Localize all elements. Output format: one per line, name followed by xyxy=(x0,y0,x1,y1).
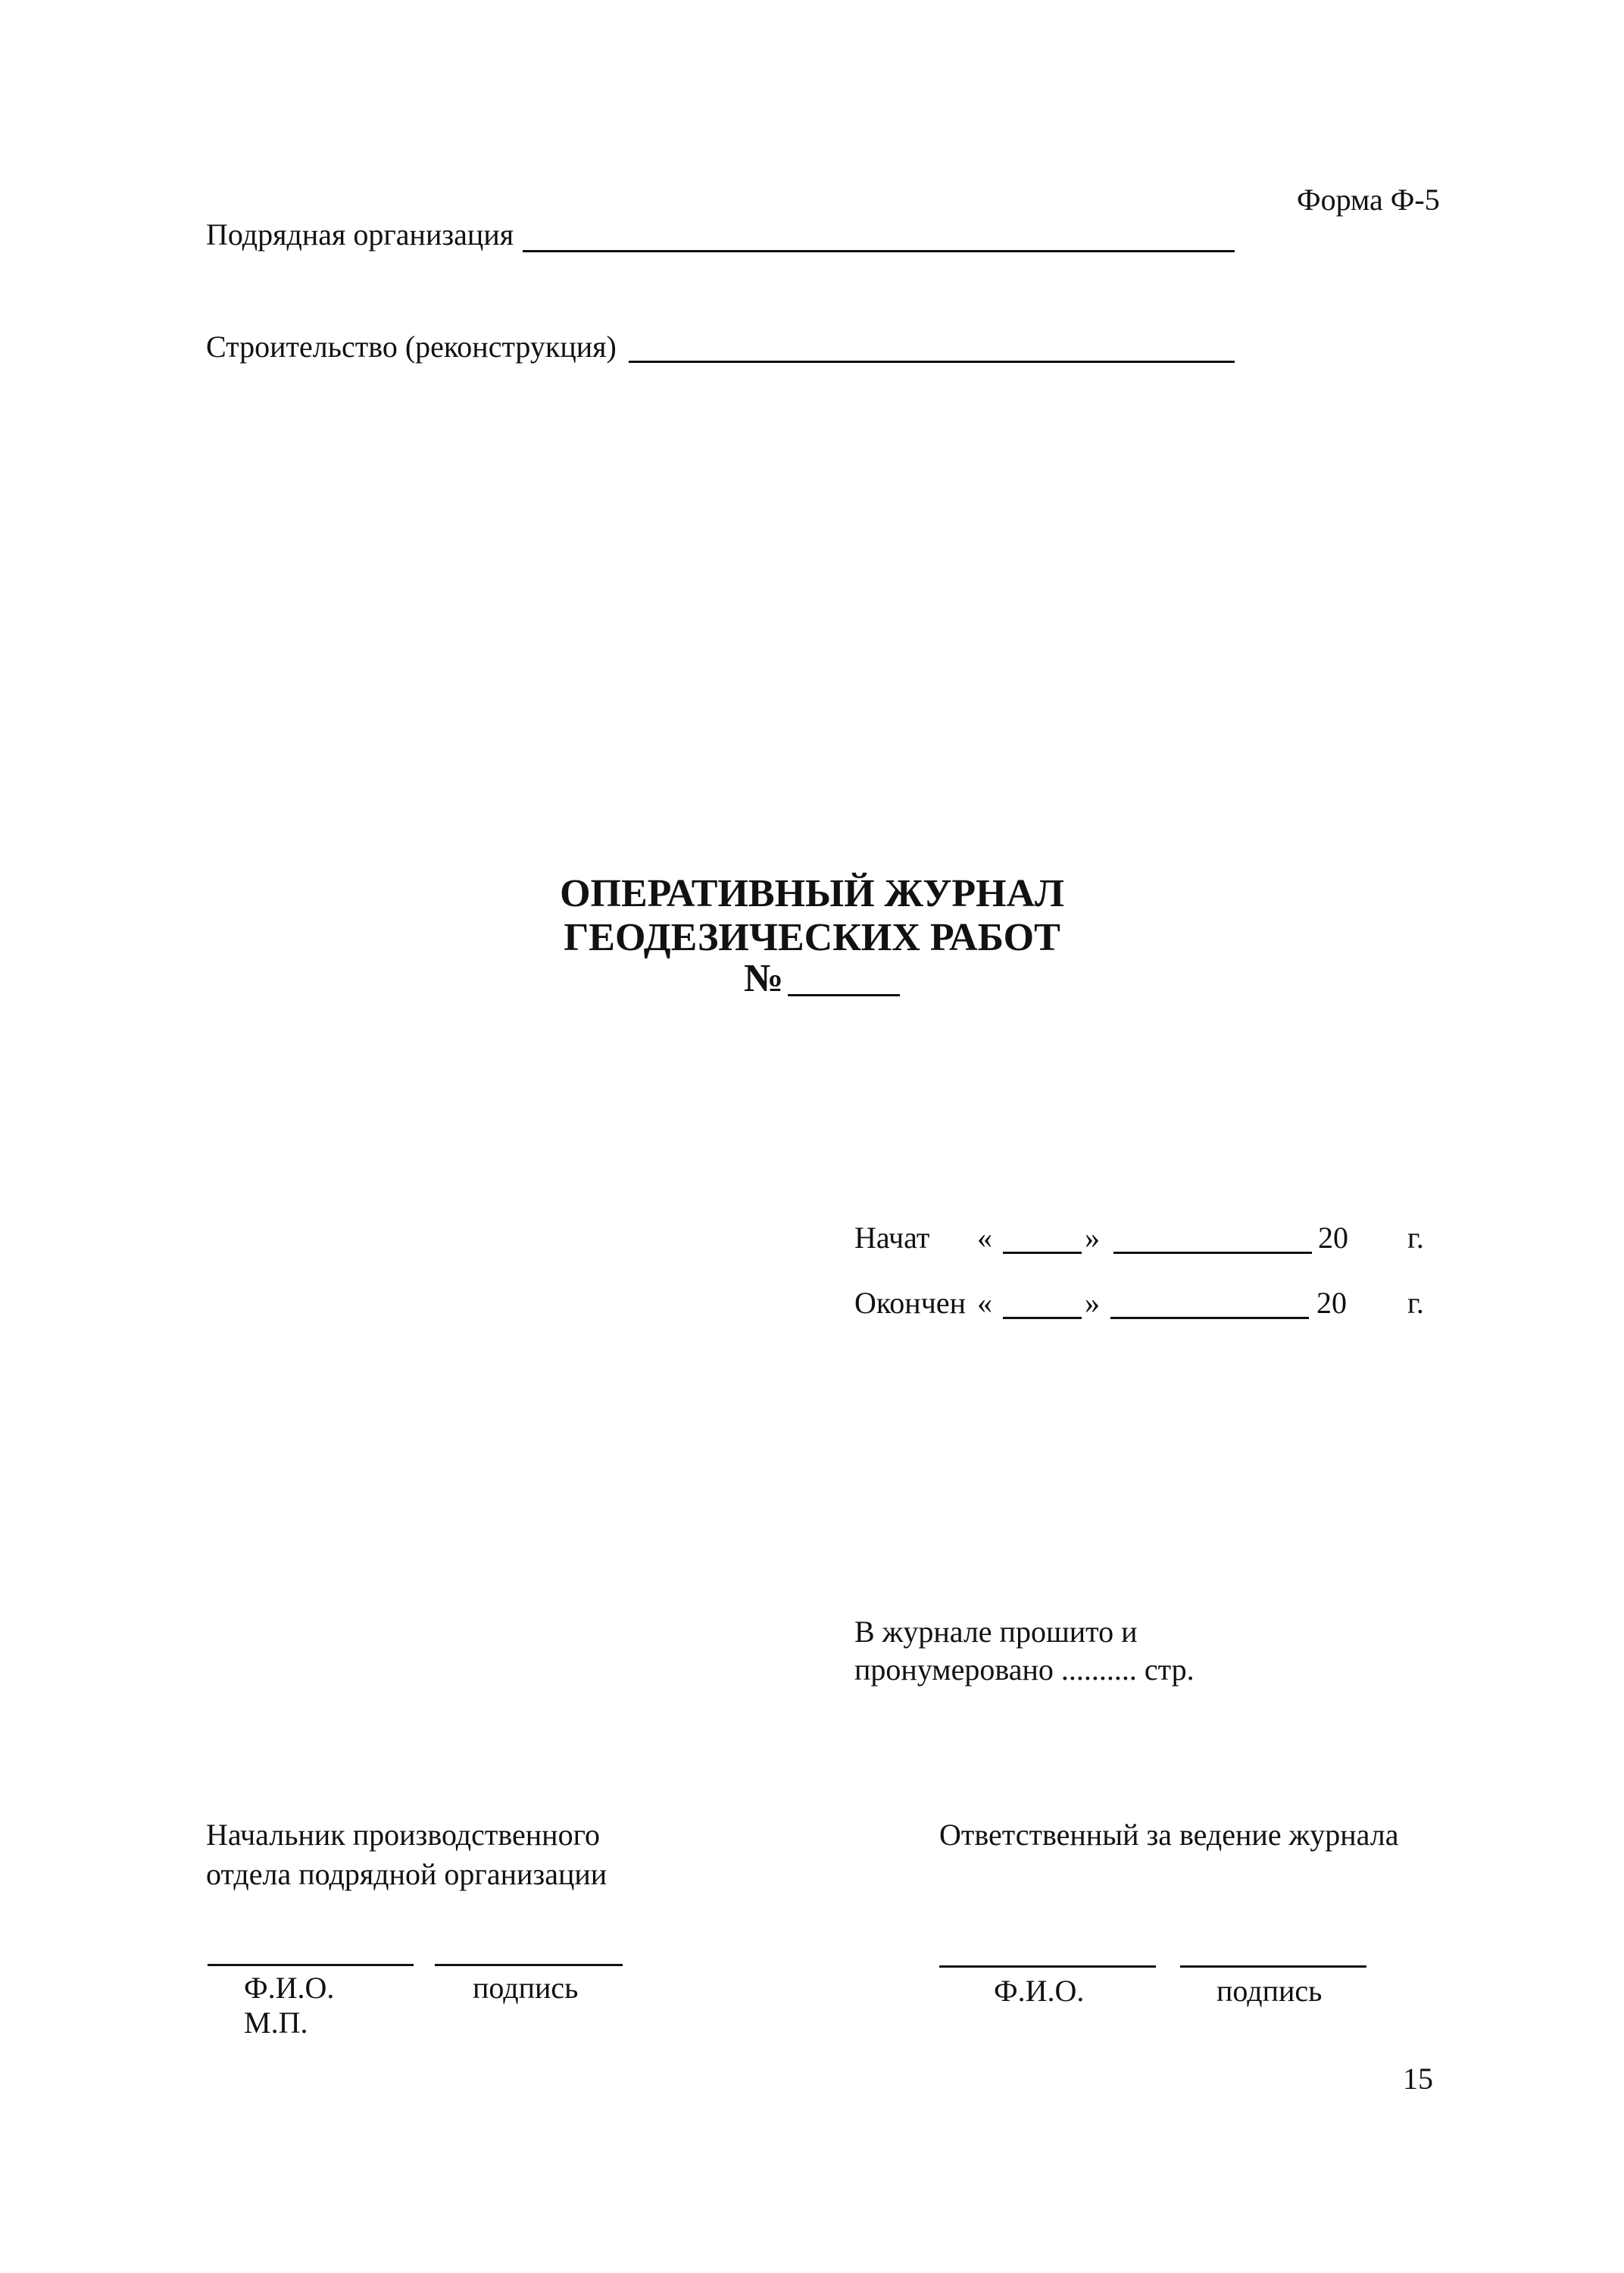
journal-title-line1: ОПЕРАТИВНЫЙ ЖУРНАЛ xyxy=(560,872,1064,915)
stamp-label: М.П. xyxy=(244,2006,308,2040)
finished-month-input-line[interactable] xyxy=(1110,1317,1309,1319)
journal-number-input-line[interactable] xyxy=(788,994,900,996)
contractor-input-line[interactable] xyxy=(523,250,1235,252)
started-close-quote: » xyxy=(1085,1221,1100,1255)
started-label: Начат xyxy=(854,1221,930,1255)
right-signature-input-line[interactable] xyxy=(1180,1965,1366,1968)
journal-title-line2: ГЕОДЕЗИЧЕСКИХ РАБОТ xyxy=(564,916,1060,959)
form-label: Форма Ф-5 xyxy=(1297,183,1440,217)
started-open-quote: « xyxy=(977,1221,992,1255)
finished-year-prefix: 20 xyxy=(1316,1286,1347,1320)
journal-number-sign: № xyxy=(744,957,784,1000)
finished-day-input-line[interactable] xyxy=(1003,1317,1082,1319)
left-signature-input-line[interactable] xyxy=(435,1964,623,1966)
construction-label: Строительство (реконструкция) xyxy=(206,330,617,364)
left-signer-title-line1: Начальник производственного xyxy=(206,1818,600,1852)
construction-input-line[interactable] xyxy=(629,361,1235,363)
started-month-input-line[interactable] xyxy=(1113,1252,1312,1254)
finished-open-quote: « xyxy=(977,1286,992,1320)
started-year-suffix: г. xyxy=(1407,1221,1424,1255)
right-fio-input-line[interactable] xyxy=(939,1965,1156,1968)
finished-close-quote: » xyxy=(1085,1286,1100,1320)
left-signer-title-line2: отдела подрядной организации xyxy=(206,1857,607,1891)
left-signature-label: подпись xyxy=(473,1971,579,2005)
finished-label: Окончен xyxy=(854,1286,966,1320)
right-signature-label: подпись xyxy=(1216,1974,1323,2008)
started-year-prefix: 20 xyxy=(1318,1221,1348,1255)
binding-note-line2: пронумеровано .......... стр. xyxy=(854,1652,1195,1687)
finished-year-suffix: г. xyxy=(1407,1286,1424,1320)
right-signer-title: Ответственный за ведение журнала xyxy=(939,1818,1399,1852)
started-day-input-line[interactable] xyxy=(1003,1252,1082,1254)
right-fio-label: Ф.И.О. xyxy=(994,1974,1085,2008)
left-fio-label: Ф.И.О. xyxy=(244,1971,335,2005)
page-number: 15 xyxy=(1403,2062,1433,2096)
contractor-label: Подрядная организация xyxy=(206,217,514,252)
binding-note-line1: В журнале прошито и xyxy=(854,1615,1138,1649)
left-fio-input-line[interactable] xyxy=(208,1964,414,1966)
